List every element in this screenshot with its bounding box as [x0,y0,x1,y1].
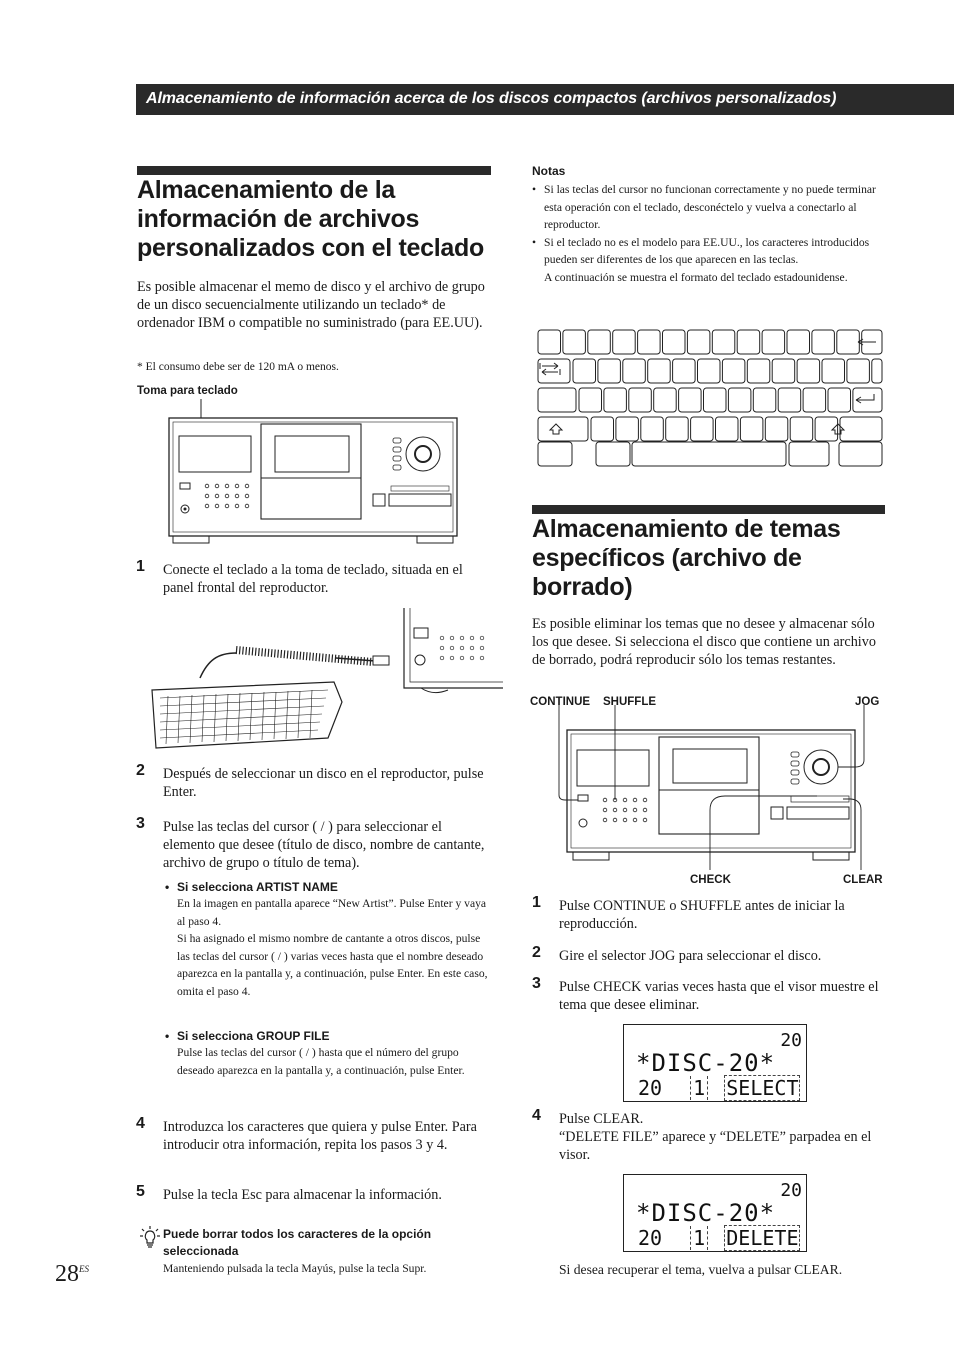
figure-label-clear: CLEAR [843,874,883,886]
sub-option-prefix: Si selecciona [177,880,256,894]
left-step-1-text: Conecte el teclado a la toma de teclado, situada en el panel frontal del reproductor. [163,562,463,597]
right-step-1-number: 1 [532,894,541,911]
sub-option-key: GROUP FILE [256,1029,330,1043]
left-heading-line2: información de archivos [137,205,420,233]
sub-option-artist-name [165,880,491,1001]
player-controls-illustration [555,705,885,873]
left-heading [137,176,497,263]
keyboard-key [740,417,763,441]
us-keyboard-layout [536,328,884,470]
heading-rule-left [137,166,491,175]
left-intro: Es posible almacenar el memo de disco y el archivo de grupo de un disco secuencialmente utilizando un teclado* de ordenador IBM o compatible no suministrado (para EE.UU). [137,279,485,332]
sub-option-key: ARTIST NAME [255,880,338,894]
keyboard-key [698,359,721,383]
keyboard-key [815,417,838,441]
display-track-number: 1 [690,1076,708,1100]
display-delete-line2 [638,1226,800,1250]
keyboard-key [790,417,813,441]
keyboard-key [654,388,677,412]
display-delete-counter: 20 [780,1180,802,1201]
keyboard-key [604,388,627,412]
keyboard-key [538,330,561,354]
keyboard-key [679,388,702,412]
keyboard-key [737,330,760,354]
figure-label-keyboard-jack: Toma para teclado [137,385,238,397]
display-select-counter: 20 [780,1030,802,1051]
keyboard-svg [536,328,884,470]
right-step-1-text: Pulse CONTINUE o SHUFFLE antes de iniciar la reproducción. [559,898,845,933]
keyboard-key [596,442,630,466]
right-step-4-text: Pulse CLEAR. “DELETE FILE” aparece y “DELETE” parpadea en el visor. [559,1111,872,1164]
banner-title: Almacenamiento de información acerca de los discos compactos (archivos personalizados) [146,90,837,107]
keyboard-key [563,330,586,354]
tip-lightbulb-icon [140,1226,160,1250]
display-select-line1: *DISC-20* [636,1049,776,1077]
keyboard-key [591,417,614,441]
display-disc-number: 20 [638,1226,663,1250]
keyboard-key [616,417,639,441]
tip-text: Manteniendo pulsada la tecla Mayús, pulse la tecla Supr. [163,1262,427,1275]
right-heading-line1: Almacenamiento de temas [532,515,841,543]
figure-label-jog: JOG [855,696,880,708]
right-step-4-number: 4 [532,1107,541,1124]
page-number [55,1261,89,1288]
page-number-suffix: ES [79,1264,89,1274]
keyboard-key [538,442,572,466]
figure-label-shuffle: SHUFFLE [603,696,657,708]
display-delete-line1: *DISC-20* [636,1199,776,1227]
keyboard-key [787,330,810,354]
display-status-word: DELETE [726,1226,799,1250]
keyboard-key [712,330,735,354]
section-banner [136,84,954,115]
heading-rule-right [532,505,885,514]
note-item-2: • Si el teclado no es el modelo para EE.UU., los caracteres introducidos pueden ser diferentes de los que aparecen en las teclas. A continuación se muestra el formato del teclado estadounidense. [532,234,884,287]
keyboard-key [753,388,776,412]
keyboard-key [687,330,710,354]
left-step-2-text: Después de seleccionar un disco en el reproductor, pulse Enter. [163,766,484,801]
left-step-4-text: Introduzca los caracteres que quiera y pulse Enter. Para introducir otra información, repita los pasos 3 y 4. [163,1119,477,1154]
keyboard-key [822,359,845,383]
keyboard-key [598,359,621,383]
notes-list [532,181,884,287]
display-status-word: SELECT [726,1076,799,1100]
keyboard-key [728,388,751,412]
closing-note: Si desea recuperar el tema, vuelva a pulsar CLEAR. [559,1262,843,1277]
sub-option-prefix: Si selecciona [177,1029,257,1043]
keyboard-key [691,417,714,441]
keyboard-key [704,388,727,412]
left-step-1-number: 1 [136,558,145,575]
keyboard-key [648,359,671,383]
left-step-3-number: 3 [136,815,145,832]
left-heading-line3: personalizados con el teclado [137,234,484,262]
display-delete [623,1174,807,1252]
keyboard-key [588,330,611,354]
keyboard-key [872,359,882,383]
figure-label-continue: CONTINUE [530,696,591,708]
keyboard-key [778,388,801,412]
keyboard-key [632,442,786,466]
keyboard-key [673,359,696,383]
keyboard-key [573,359,596,383]
keyboard-key [812,330,835,354]
keyboard-key [762,330,785,354]
keyboard-key [839,442,882,466]
right-step-2-number: 2 [532,944,541,961]
right-heading [532,515,892,602]
display-select-line2 [638,1076,800,1100]
display-track-number: 1 [690,1226,708,1250]
keyboard-key [538,388,576,412]
keyboard-key [666,417,689,441]
keyboard-key [789,442,829,466]
sub-option-group-file [165,1029,491,1079]
display-disc-number: 20 [638,1076,663,1100]
sub-option-artist-name-text: En la imagen en pantalla aparece “New Artist”. Pulse Enter y vaya al paso 4. Si ha asignado el mismo nombre de cantante a otros discos, pulse las teclas del cursor ( / ) varias veces hasta que el nombre deseado aparezca en la pantalla y, a continuación, pulse Enter. En este caso, omita el paso 4. [177,897,488,998]
keyboard-key [828,388,851,412]
keyboard-connection-illustration [148,598,504,756]
sub-option-group-file-text: Pulse las teclas del cursor ( / ) hasta que el número del grupo deseado aparezca en la pantalla y, a continuación, pulse Enter. [177,1046,465,1077]
keyboard-key [613,330,636,354]
sub-option-group-file-title [165,1029,491,1043]
right-step-3-text: Pulse CHECK varias veces hasta que el visor muestre el tema que desee eliminar. [559,979,879,1014]
keyboard-key [847,359,870,383]
keyboard-key [772,359,795,383]
right-step-3-number: 3 [532,975,541,992]
right-heading-line3: borrado) [532,573,633,601]
keyboard-key [803,388,826,412]
figure-label-check: CHECK [690,874,731,886]
keyboard-key [629,388,652,412]
right-heading-line2: específicos (archivo de [532,544,802,572]
left-heading-line1: Almacenamiento de la [137,176,395,204]
note-item-1: • Si las teclas del cursor no funcionan correctamente y no puede terminar esta operación con el teclado, desconéctelo y vuelva a conectarlo al reproductor. [532,181,884,234]
left-step-5-text: Pulse la tecla Esc para almacenar la información. [163,1187,442,1203]
keyboard-key [663,330,686,354]
display-select [623,1024,807,1102]
player-front-illustration [165,396,465,551]
left-footnote: * El consumo debe ser de 120 mA o menos. [137,361,339,373]
sub-option-artist-name-title [165,880,491,894]
keyboard-key [747,359,770,383]
tip-title: Puede borrar todos los caracteres de la opción seleccionada [163,1227,432,1258]
notes-title: Notas [532,164,566,178]
right-step-2-text: Gire el selector JOG para seleccionar el disco. [559,948,822,964]
left-step-3-text: Pulse las teclas del cursor ( / ) para seleccionar el elemento que desee (título de disco, nombre de cantante, archivo de grupo o título de tema). [163,819,485,872]
keyboard-key [641,417,664,441]
keyboard-key [623,359,646,383]
left-step-5-number: 5 [136,1183,145,1200]
keyboard-key [638,330,661,354]
page-number-value: 28 [55,1261,79,1287]
keyboard-key [538,417,588,441]
keyboard-key [797,359,820,383]
keyboard-key [579,388,602,412]
left-step-4-number: 4 [136,1115,145,1132]
keyboard-key [840,417,882,441]
keyboard-key [765,417,788,441]
keyboard-key [837,330,860,354]
keyboard-key [716,417,739,441]
left-step-2-number: 2 [136,762,145,779]
right-intro: Es posible eliminar los temas que no desee y almacenar sólo los que desee. Si selecciona el disco que contiene un archivo de borrado, podrá reproducir sólo los temas restantes. [532,616,876,669]
keyboard-key [722,359,745,383]
